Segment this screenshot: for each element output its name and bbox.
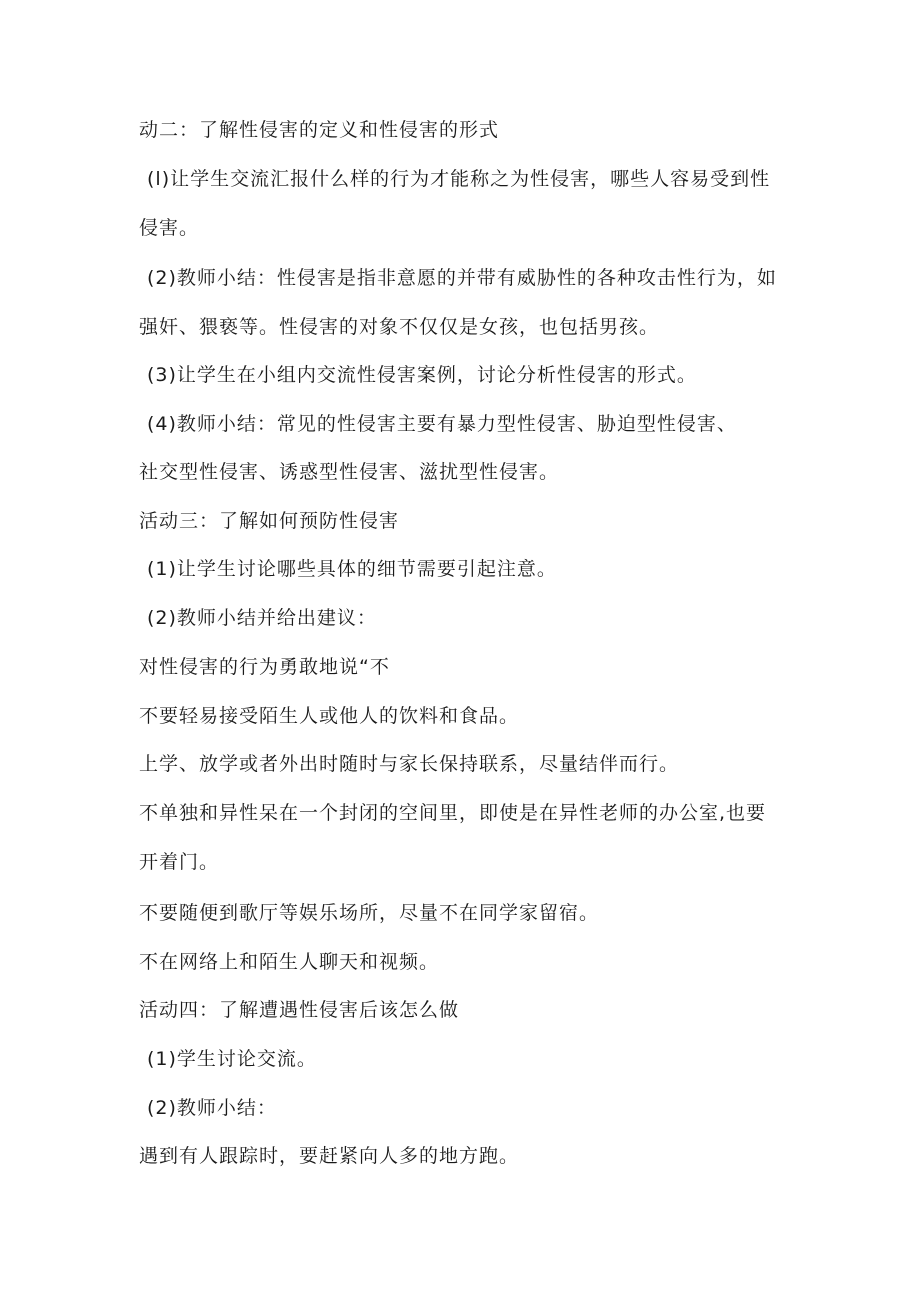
paragraph-line: 开着门。 — [139, 851, 220, 873]
paragraph-line: 不在网络上和陌生人聊天和视频。 — [139, 951, 440, 973]
paragraph-line: 上学、放学或者外出时随时与家长保持联系，尽量结伴而行。 — [139, 753, 680, 775]
paragraph-line: 遇到有人跟踪时，要赶紧向人多的地方跑。 — [139, 1145, 520, 1167]
paragraph-line: 不要轻易接受陌生人或他人的饮料和食品。 — [139, 705, 520, 727]
paragraph-line: (l)让学生交流汇报什么样的行为才能称之为性侵害，哪些人容易受到性 — [147, 168, 771, 190]
paragraph-line: (4)教师小结：常见的性侵害主要有暴力型性侵害、胁迫型性侵害、 — [147, 413, 737, 435]
activity-two-heading: 动二：了解性侵害的定义和性侵害的形式 — [139, 119, 500, 141]
paragraph-line: 强奸、猥亵等。性侵害的对象不仅仅是女孩，也包括男孩。 — [139, 316, 660, 338]
paragraph-line: (2)教师小结：性侵害是指非意愿的并带有威胁性的各种攻击性行为，如 — [147, 267, 777, 289]
paragraph-line: (2)教师小结并给出建议： — [147, 607, 377, 629]
paragraph-line: 侵害。 — [139, 217, 200, 239]
paragraph-line: 不单独和异性呆在一个封闭的空间里，即使是在异性老师的办公室,也要 — [139, 802, 767, 824]
paragraph-line: 不要随便到歌厅等娱乐场所，尽量不在同学家留宿。 — [139, 902, 600, 924]
paragraph-line: (3)让学生在小组内交流性侵害案例，讨论分析性侵害的形式。 — [147, 364, 697, 386]
paragraph-line: (1)让学生讨论哪些具体的细节需要引起注意。 — [147, 558, 557, 580]
activity-three-heading: 活动三：了解如何预防性侵害 — [139, 510, 400, 532]
paragraph-line: (1)学生讨论交流。 — [147, 1048, 317, 1070]
paragraph-line: 对性侵害的行为勇敢地说“不 — [139, 656, 390, 678]
activity-four-heading: 活动四：了解遭遇性侵害后该怎么做 — [139, 999, 460, 1021]
paragraph-line: (2)教师小结： — [147, 1097, 277, 1119]
paragraph-line: 社交型性侵害、诱惑型性侵害、滋扰型性侵害。 — [139, 461, 560, 483]
